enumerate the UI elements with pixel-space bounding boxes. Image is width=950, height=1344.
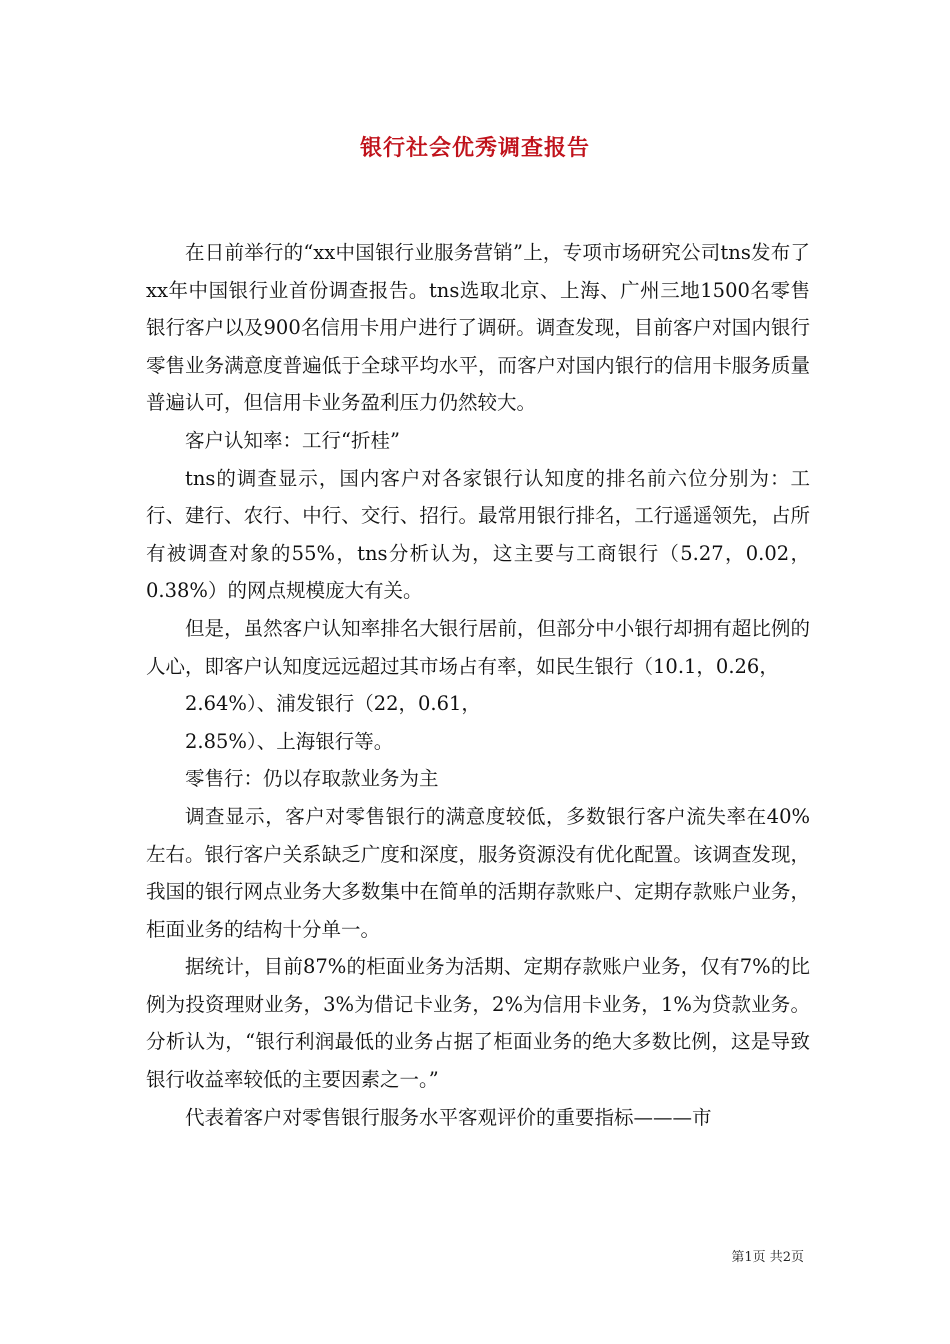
paragraph: tns的调查显示，国内客户对各家银行认知度的排名前六位分别为：工行、建行、农行、中行、交行、招行。最常用银行排名，工行遥遥领先，占所有被调查对象的55%，tns分析认为，这主要与工商银行（5.27，0.02，0.38%）的网点规模庞大有关。 [146,466,810,603]
paragraph: 在日前举行的“xx中国银行业服务营销”上，专项市场研究公司tns发布了xx年中国银行业首份调查报告。tns选取北京、上海、广州三地1500名零售银行客户以及900名信用卡用户进行了调研。调查发现，目前客户对国内银行零售业务满意度普遍低于全球平均水平，而客户对国内银行的信用卡服务质量普遍认可，但信用卡业务盈利压力仍然较大。 [146,241,810,415]
paragraph: 但是，虽然客户认知率排名大银行居前，但部分中小银行却拥有超比例的人心，即客户认知度远远超过其市场占有率，如民生银行（10.1，0.26， [146,616,810,678]
paragraph: 2.64%）、浦发银行（22，0.61， [185,692,481,716]
paragraph: 据统计，目前87%的柜面业务为活期、定期存款账户业务，仅有7%的比例为投资理财业务，3%为借记卡业务，2%为信用卡业务，1%为贷款业务。分析认为，“银行利润最低的业务占据了柜面业务的绝大多数比例，这是导致银行收益率较低的主要因素之一。” [146,955,810,1092]
document-body [146,234,810,1136]
section-heading: 客户认知率：工行“折桂” [185,428,400,452]
paragraph: 代表着客户对零售银行服务水平客观评价的重要指标———市 [185,1105,712,1129]
section-heading: 零售行：仍以存取款业务为主 [185,767,439,791]
paragraph: 调查显示，客户对零售银行的满意度较低，多数银行客户流失率在40%左右。银行客户关系缺乏广度和深度，服务资源没有优化配置。该调查发现，我国的银行网点业务大多数集中在简单的活期存款账户、定期存款账户业务，柜面业务的结构十分单一。 [146,804,810,941]
page-number: 第1页 共2页 [731,1250,804,1265]
paragraph: 2.85%）、上海银行等。 [185,729,394,753]
document-title: 银行社会优秀调查报告 [359,135,590,161]
